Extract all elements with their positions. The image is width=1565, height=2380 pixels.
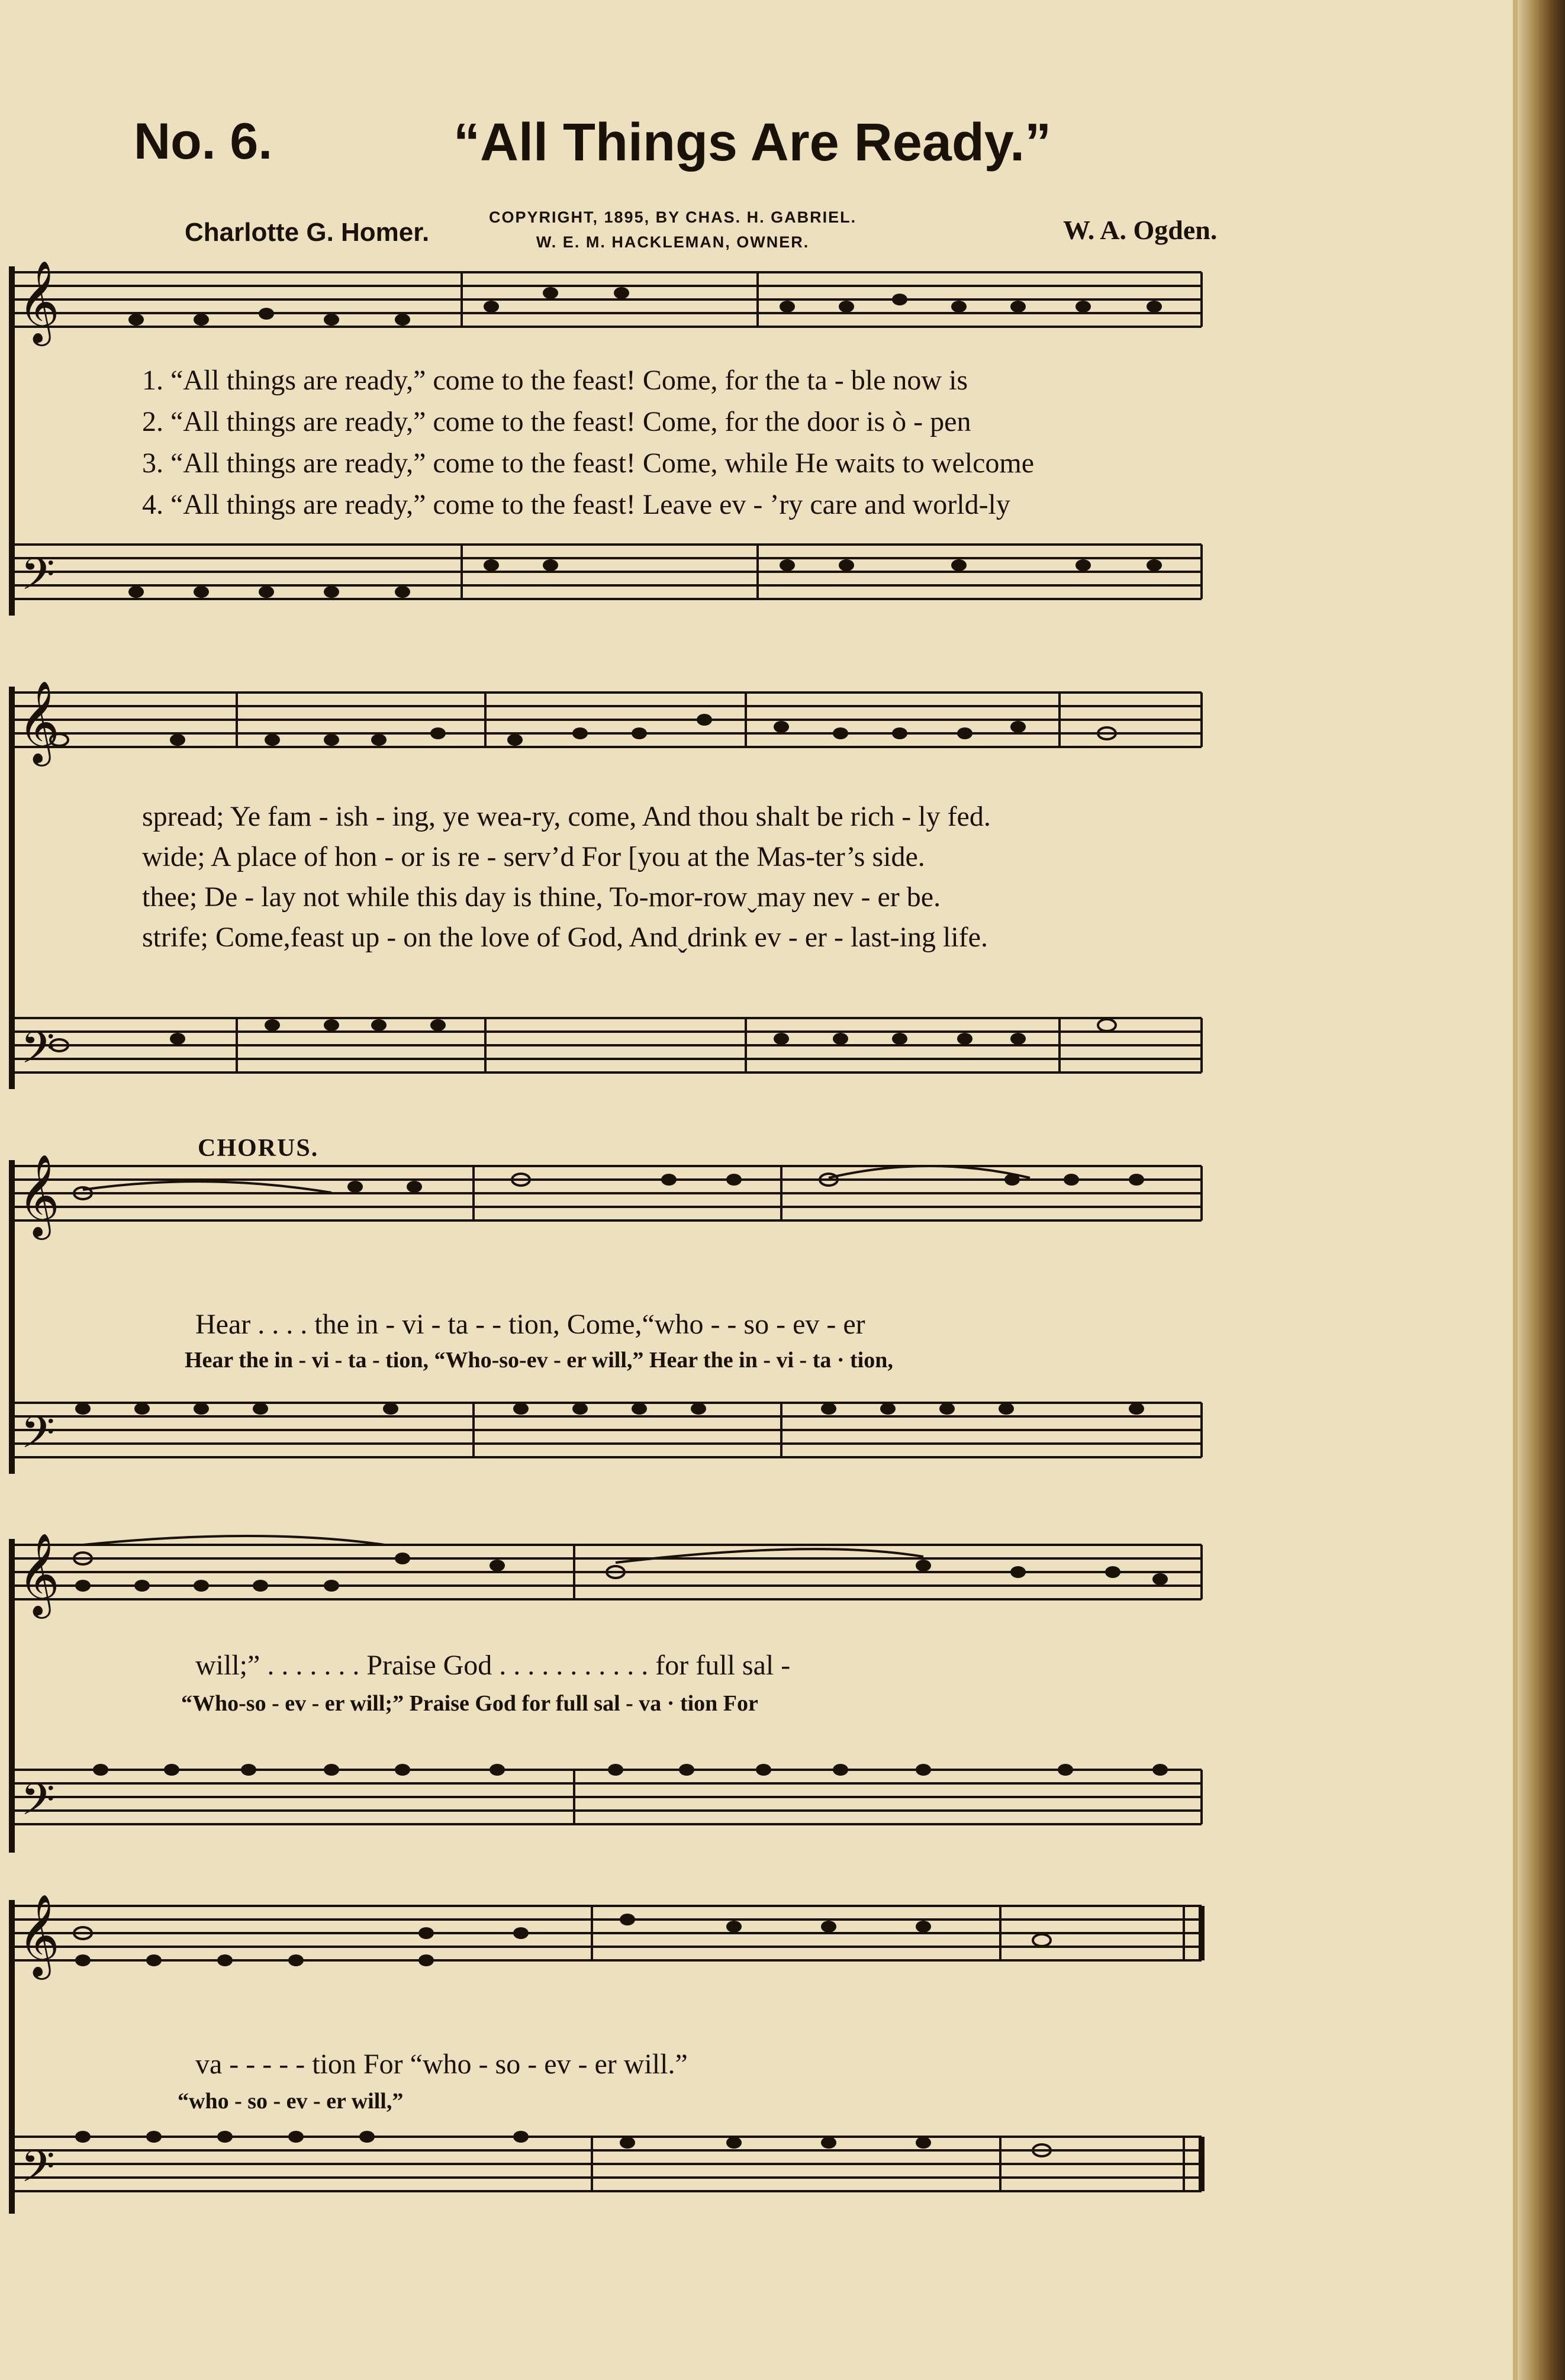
hymn-number: No. 6.: [134, 113, 273, 170]
chorus-label: CHORUS.: [198, 1135, 319, 1162]
verse-3-line-a: 3. “All things are ready,” come to the feast! Come, while He waits to welcome: [142, 447, 1035, 479]
svg-text:𝄢: 𝄢: [21, 2141, 55, 2203]
svg-text:𝄢: 𝄢: [21, 1022, 55, 1084]
verse-2-line-a: 2. “All things are ready,” come to the feast! Come, for the door is ò - pen: [142, 406, 971, 437]
svg-text:𝄞: 𝄞: [18, 1533, 60, 1615]
svg-text:𝄢: 𝄢: [21, 1774, 55, 1836]
chorus-alto-line-1: Hear the in - vi - ta - tion, “Who-so-ev - er will,” Hear the in - vi - ta · tion,: [185, 1348, 893, 1373]
book-spine: [1518, 0, 1565, 2380]
verse-3-line-b: thee; De - lay not while this day is thine, To-mor-rowˬmay nev - er be.: [142, 881, 941, 913]
svg-text:𝄞: 𝄞: [18, 260, 60, 343]
svg-text:𝄞: 𝄞: [18, 1894, 60, 1976]
verse-2-line-b: wide; A place of hon - or is re - serv’d For [you at the Mas-ter’s side.: [142, 841, 925, 872]
svg-text:𝄢: 𝄢: [21, 1407, 55, 1469]
copyright-line-2: W. E. M. HACKLEMAN, OWNER.: [536, 233, 810, 251]
author-credit: Charlotte G. Homer.: [185, 218, 430, 247]
chorus-alto-line-3: “who - so - ev - er will,”: [178, 2089, 404, 2114]
page-edge: [1513, 0, 1518, 2380]
chorus-line-2: will;” . . . . . . . Praise God . . . . . . . . . . . for full sal -: [195, 1650, 791, 1681]
copyright-line-1: COPYRIGHT, 1895, BY CHAS. H. GABRIEL.: [489, 208, 857, 226]
hymn-title: “All Things Are Ready.”: [453, 113, 1052, 172]
svg-text:𝄞: 𝄞: [18, 681, 60, 763]
verse-4-line-b: strife; Come,feast up - on the love of God, Andˬdrink ev - er - last-ing life.: [142, 922, 988, 953]
verse-1-line-a: 1. “All things are ready,” come to the feast! Come, for the ta - ble now is: [142, 365, 968, 396]
copyright-notice: [489, 205, 856, 255]
chorus-line-3: va - - - - - tion For “who - so - ev - er will.”: [195, 2049, 688, 2080]
svg-text:𝄢: 𝄢: [21, 549, 55, 611]
music-system-1: [0, 260, 1326, 627]
composer-credit: W. A. Ogden.: [1063, 215, 1218, 245]
verse-4-line-a: 4. “All things are ready,” come to the feast! Leave ev - ’ry care and world-ly: [142, 489, 1010, 520]
chorus-line-1: Hear . . . . the in - vi - ta - - tion, Come,“who - - so - ev - er: [195, 1309, 865, 1340]
hymn-header: [134, 112, 1318, 178]
verse-1-line-b: spread; Ye fam - ish - ing, ye wea-ry, come, And thou shalt be rich - ly fed.: [142, 801, 991, 832]
chorus-alto-line-2: “Who-so - ev - er will;” Praise God for full sal - va · tion For: [181, 1691, 758, 1716]
svg-text:𝄞: 𝄞: [18, 1154, 60, 1236]
